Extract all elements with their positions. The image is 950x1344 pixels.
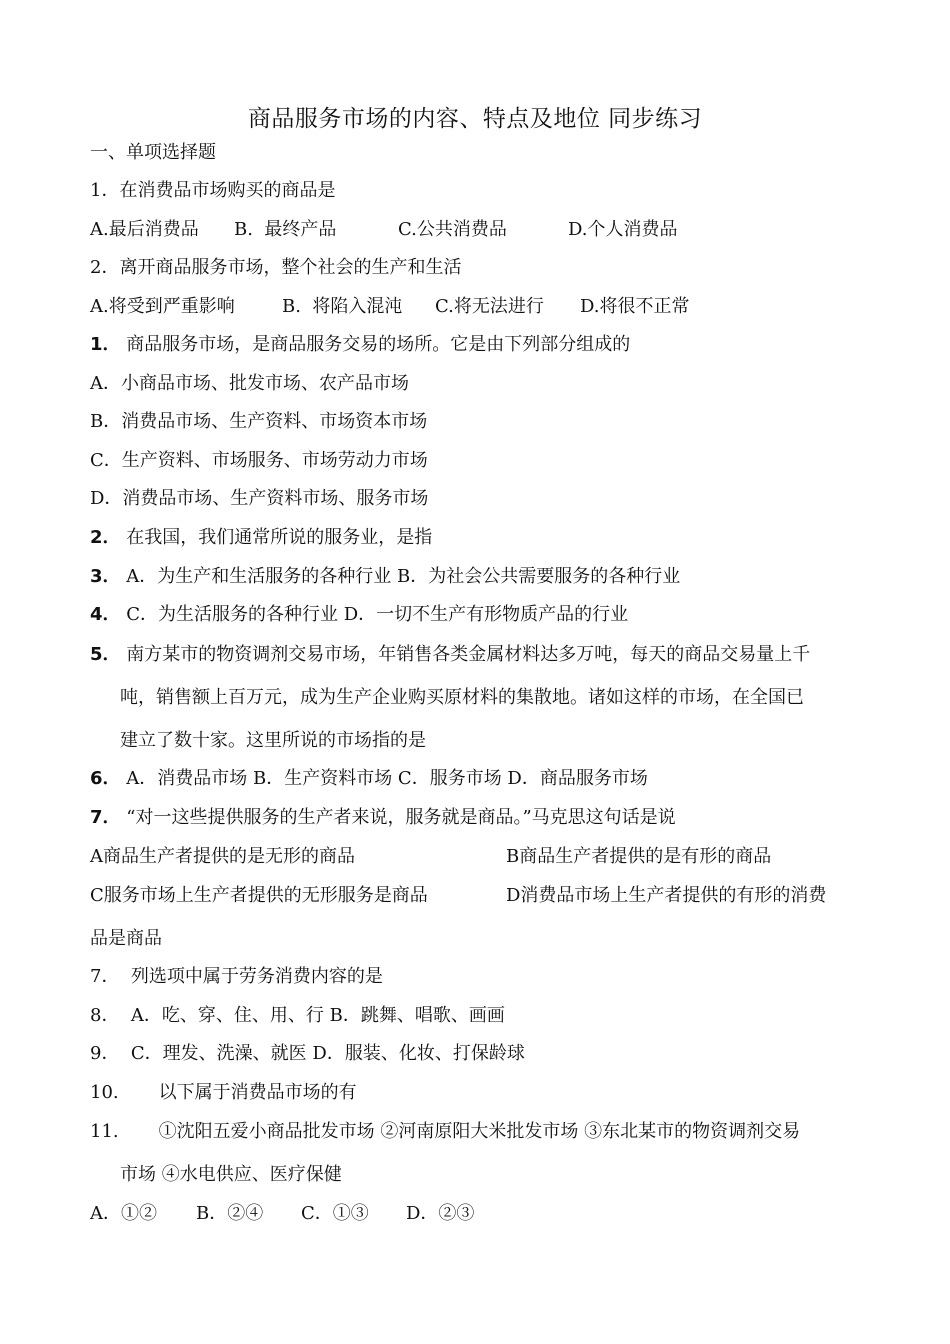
b1-option-a: A．小商品市场、批发市场、农产品市场 <box>90 373 409 394</box>
b1-option-d: D．消费品市场、生产资料市场、服务市场 <box>90 488 429 509</box>
question-number: 7． <box>90 807 121 828</box>
question-number: 3． <box>90 566 121 587</box>
question-text: A．消费品市场 B．生产资料市场 C．服务市场 D．商品服务市场 <box>120 768 648 789</box>
c11-option-c: C．①③ <box>301 1203 369 1224</box>
q1-option-d: D.个人消费品 <box>568 219 678 240</box>
question-text: C．为生活服务的各种行业 D．一切不生产有形物质产品的行业 <box>120 604 629 625</box>
question-b4 <box>90 604 628 626</box>
question-b5 <box>90 644 810 666</box>
question-number: 5． <box>90 644 121 665</box>
q1-option-b: B. 最终产品 <box>234 219 337 240</box>
question-1-stem: 1．在消费品市场购买的商品是 <box>90 180 336 201</box>
question-c11-cont: 市场 ④水电供应、医疗保健 <box>120 1164 342 1185</box>
question-text: A．为生产和生活服务的各种行业 B．为社会公共需要服务的各种行业 <box>120 566 681 587</box>
question-number: 6． <box>90 768 121 789</box>
question-b1 <box>90 334 630 356</box>
question-c10: 10. 以下属于消费品市场的有 <box>90 1082 357 1103</box>
b7-option-d: D消费品市场上生产者提供的有形的消费 <box>506 885 827 906</box>
question-c8: 8． A．吃、穿、住、用、行 B．跳舞、唱歌、画画 <box>90 1005 505 1026</box>
question-number: 2． <box>90 527 121 548</box>
question-text: “对一这些提供服务的生产者来说，服务就是商品。”马克思这句话是说 <box>120 807 676 828</box>
question-2-stem: 2．离开商品服务市场，整个社会的生产和生活 <box>90 257 462 278</box>
question-b2 <box>90 527 432 549</box>
b1-option-c: C．生产资料、市场服务、市场劳动力市场 <box>90 450 428 471</box>
c11-option-d: D．②③ <box>406 1203 475 1224</box>
q2-option-d: D.将很不正常 <box>580 296 690 317</box>
b7-option-b: B商品生产者提供的是有形的商品 <box>506 846 772 867</box>
c11-option-b: B．②④ <box>196 1203 264 1224</box>
b7-option-d-cont: 品是商品 <box>90 928 162 949</box>
q1-option-a: A.最后消费品 <box>90 219 199 240</box>
question-c9: 9． C．理发、洗澡、就医 D．服装、化妆、打保龄球 <box>90 1043 525 1064</box>
question-b7 <box>90 807 676 829</box>
page-title: 商品服务市场的内容、特点及地位 同步练习 <box>247 106 703 132</box>
question-b5-cont-2: 建立了数十家。这里所说的市场指的是 <box>120 730 426 751</box>
q2-option-b: B. 将陷入混沌 <box>282 296 403 317</box>
section-heading: 一、单项选择题 <box>90 142 216 163</box>
q2-option-c: C.将无法进行 <box>435 296 544 317</box>
q2-option-a: A.将受到严重影响 <box>90 296 235 317</box>
question-text: 南方某市的物资调剂交易市场，年销售各类金属材料达多万吨，每天的商品交易量上千 <box>120 644 811 665</box>
question-c7: 7． 列选项中属于劳务消费内容的是 <box>90 966 383 987</box>
b7-option-a: A商品生产者提供的是无形的商品 <box>90 846 355 867</box>
question-b3 <box>90 566 680 588</box>
c11-option-a: A．①② <box>90 1203 157 1224</box>
b7-option-c: C服务市场上生产者提供的无形服务是商品 <box>90 885 428 906</box>
question-text: 商品服务市场，是商品服务交易的场所。它是由下列部分组成的 <box>120 334 631 355</box>
q1-option-c: C.公共消费品 <box>398 219 507 240</box>
question-number: 1． <box>90 334 121 355</box>
question-b6 <box>90 768 648 790</box>
b1-option-b: B．消费品市场、生产资料、市场资本市场 <box>90 411 428 432</box>
question-text: 在我国，我们通常所说的服务业，是指 <box>120 527 433 548</box>
question-c11: 11. ①沈阳五爱小商品批发市场 ②河南原阳大米批发市场 ③东北某市的物资调剂交易 <box>90 1121 801 1142</box>
question-number: 4． <box>90 604 121 625</box>
question-b5-cont-1: 吨，销售额上百万元，成为生产企业购买原材料的集散地。诸如这样的市场，在全国已 <box>120 687 804 708</box>
